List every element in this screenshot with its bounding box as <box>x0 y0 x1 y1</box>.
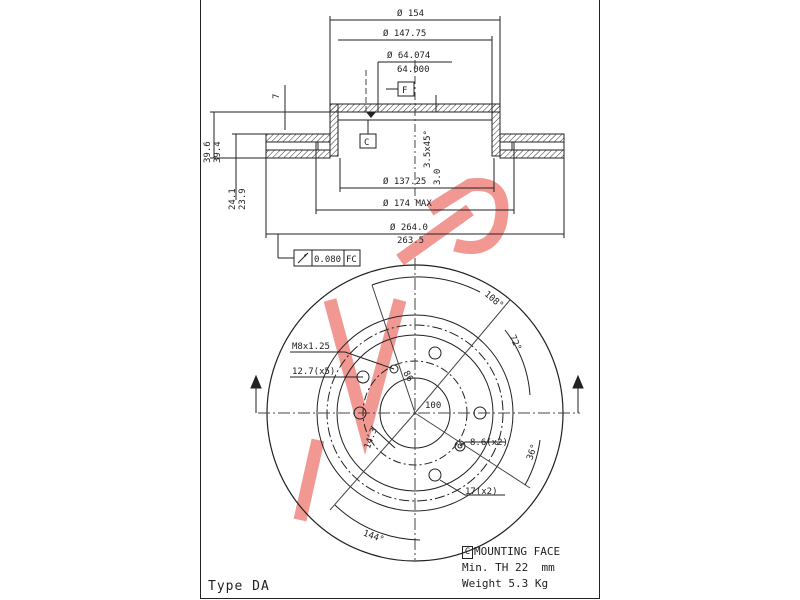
dim-39-lower: 39.4 <box>213 141 223 163</box>
datum-c: C <box>364 138 370 148</box>
min-thickness: Min. TH 22 mm <box>462 561 555 574</box>
dim-chamfer: 3.5x45° <box>423 130 433 168</box>
dim-154: Ø 154 <box>397 9 425 19</box>
watermark-stroke <box>300 440 318 520</box>
dim-86: 86 <box>400 369 415 384</box>
dim-264-upper: Ø 264.0 <box>390 223 428 233</box>
bolt-hole <box>429 469 441 481</box>
mounting-face-label: MOUNTING FACE <box>474 545 561 558</box>
angle-72: 72° <box>506 333 523 353</box>
dim-23-lower: 23.9 <box>238 188 248 210</box>
weight: Weight 5.3 Kg <box>462 577 549 590</box>
spec-block <box>462 544 598 592</box>
datum-f: F <box>402 86 408 96</box>
dim-24-upper: 24.1 <box>228 188 238 210</box>
angle-144: 144° <box>361 528 386 546</box>
dim-39-upper: 39.6 <box>203 141 213 163</box>
dim-14: 14.3 <box>363 426 380 451</box>
rotor-plate-top-left <box>266 134 330 142</box>
hat-wall-right <box>492 104 500 156</box>
mounting-face-marker: C <box>462 546 473 559</box>
rotor-plate-bottom-right <box>500 150 564 158</box>
label-hole-8: 8.6(x2) <box>470 438 508 448</box>
angle-108: 108° <box>481 289 505 312</box>
section-view <box>203 8 564 266</box>
label-hole-12: 12.7(x5) <box>292 367 336 377</box>
dim-174: Ø 174 MAX <box>383 199 432 209</box>
bolt-hole <box>429 347 441 359</box>
rotor-plate-bottom-left <box>266 150 330 158</box>
dim-3: 3.0 <box>433 168 443 185</box>
dim-7: 7 <box>272 93 282 99</box>
dim-137: Ø 137.25 <box>383 177 427 187</box>
dim-264-lower: 263.5 <box>397 236 425 246</box>
hat-wall-left <box>330 104 338 156</box>
dim-100: 100 <box>425 401 442 411</box>
dim-147: Ø 147.75 <box>383 29 427 39</box>
type-label: Type DA <box>208 579 270 594</box>
angle-36: 36° <box>525 442 541 462</box>
label-m8: M8x1.25 <box>292 342 330 352</box>
mounting-face-row <box>462 544 598 560</box>
rotor-plate-top-right <box>500 134 564 142</box>
dim-64-upper: Ø 64.074 <box>387 51 431 61</box>
label-hole-17: 17(x2) <box>465 487 498 497</box>
tolerance-ref: FC <box>346 255 357 265</box>
tolerance-value: 0.080 <box>314 255 342 265</box>
dim-64-lower: 64.000 <box>397 65 430 75</box>
